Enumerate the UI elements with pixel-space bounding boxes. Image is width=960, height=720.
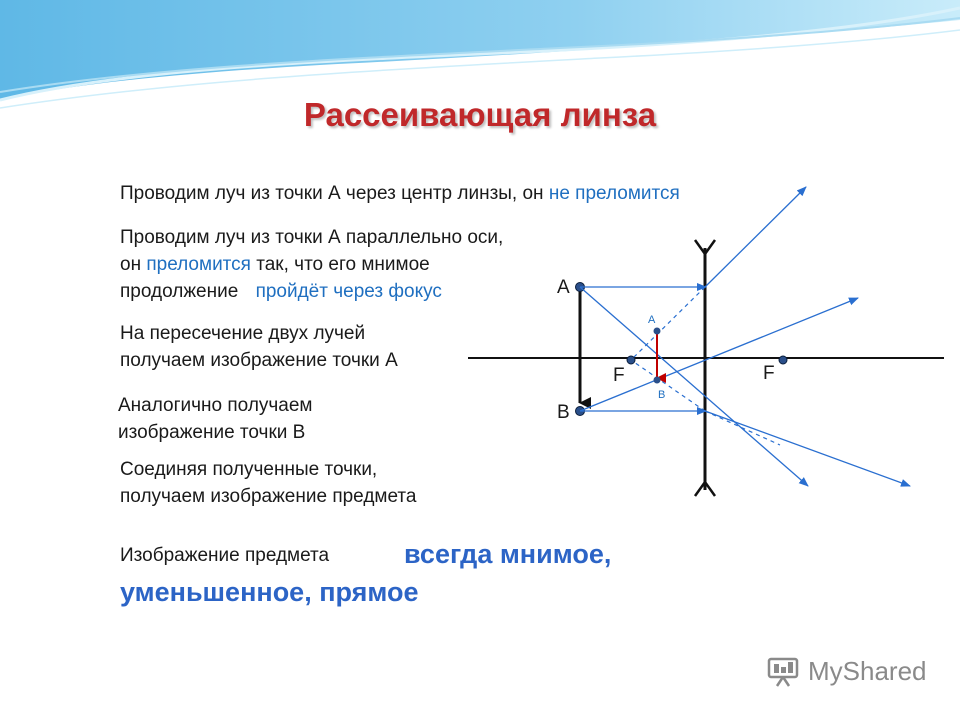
logo-text: MyShared [808, 656, 927, 686]
focus-right-point [779, 356, 787, 364]
ray-b-refracted [705, 411, 780, 445]
label-image-a: А [648, 314, 656, 326]
label-focus-right: F [763, 363, 775, 384]
ray-b-center [580, 298, 858, 411]
step-parallel-ray-line2-start: он [120, 254, 147, 275]
ray-b-outgoing [705, 411, 910, 486]
conclusion-highlight-1: всегда мнимое, [404, 539, 612, 569]
label-focus-left: F [613, 365, 625, 386]
conclusion-highlight-2: уменьшенное, прямое [120, 577, 419, 607]
step-parallel-ray-line1: Проводим луч из точки А параллельно оси, [120, 227, 504, 248]
image-point-b [654, 377, 661, 384]
step-connect-line1: Соединяя полученные точки, [120, 459, 378, 480]
step-point-b-line2: изображение точки В [118, 422, 306, 443]
step-intersection-line2: получаем изображение точки А [120, 350, 398, 371]
ray-a-virtual-extension [631, 287, 705, 360]
lens-top-mark [695, 240, 715, 254]
page-title: Рассеивающая линза [303, 96, 657, 133]
conclusion-label: Изображение предмета [120, 545, 330, 566]
step-parallel-ray-highlight1: преломится [146, 254, 251, 275]
step-center-ray-highlight: не преломится [548, 183, 680, 204]
step-parallel-ray-line2-end: так, что его мнимое [250, 254, 430, 275]
label-a: А [557, 277, 570, 298]
focus-left-point [627, 356, 635, 364]
step-connect-line2: получаем изображение предмета [120, 486, 417, 507]
presentation-board-icon [766, 657, 802, 687]
image-point-a [654, 328, 661, 335]
ray-a-refracted [705, 187, 806, 287]
step-parallel-ray-line3-start: продолжение [120, 281, 244, 302]
label-b: В [557, 402, 570, 423]
step-point-b-line1: Аналогично получаем [118, 395, 313, 416]
step-intersection-line1: На пересечение двух лучей [120, 323, 366, 344]
myshared-logo [766, 656, 927, 687]
label-image-b: В [658, 389, 666, 401]
ray-a-center [580, 287, 808, 486]
step-center-ray-text: Проводим луч из точки А через центр линзы, он [120, 183, 549, 204]
step-parallel-ray-highlight2: пройдёт через фокус [255, 281, 442, 302]
